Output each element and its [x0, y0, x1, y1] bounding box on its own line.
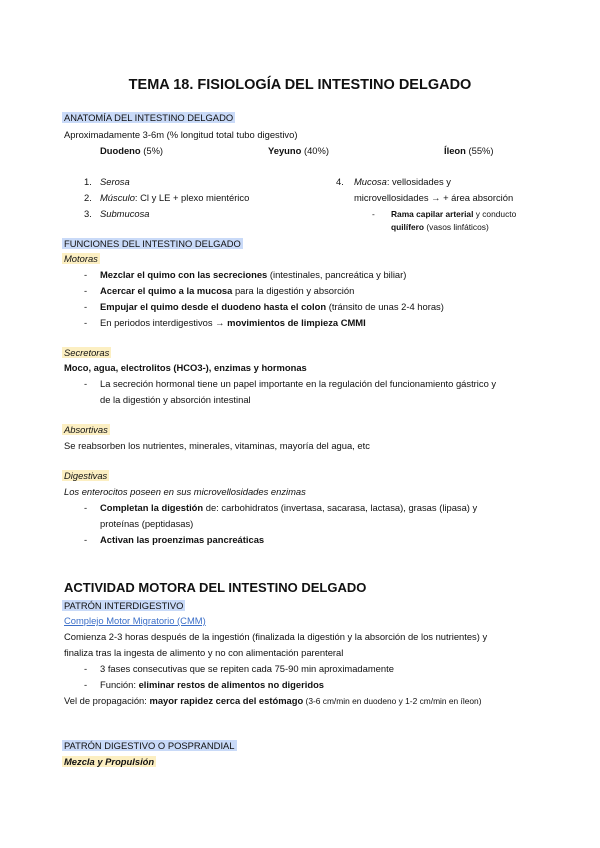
- layer4-subitem: Rama capilar arterial y conducto: [391, 209, 517, 219]
- list-item: En periodos interdigestivos → movimientos de limpieza CMMI: [100, 317, 366, 328]
- part-yeyuno: Yeyuno (40%): [268, 145, 329, 156]
- subheading-patron-digestivo: PATRÓN DIGESTIVO O POSPRANDIAL: [64, 740, 235, 751]
- subheading-digestivas: Digestivas: [64, 470, 108, 481]
- dash-bullet: -: [84, 663, 88, 674]
- section-heading-actividad: ACTIVIDAD MOTORA DEL INTESTINO DELGADO: [64, 580, 367, 595]
- dash-bullet: -: [84, 679, 88, 690]
- section-heading-funciones: FUNCIONES DEL INTESTINO DELGADO: [64, 238, 241, 249]
- part-ileon: Íleon (55%): [444, 145, 494, 156]
- subheading-patron-interdigestivo: PATRÓN INTERDIGESTIVO: [64, 600, 184, 611]
- subheading-absortivas: Absortivas: [64, 424, 108, 435]
- layer-label: Submucosa: [100, 208, 150, 219]
- cmm-link[interactable]: Complejo Motor Migratorio (CMM): [64, 615, 206, 626]
- layer4-subitem-cont: quilífero (vasos linfáticos): [391, 222, 489, 232]
- cmm-text-cont: finaliza tras la ingesta de alimento y no con alimentación parenteral: [64, 647, 344, 658]
- list-item: Acercar el quimo a la mucosa para la digestión y absorción: [100, 285, 355, 296]
- section-heading-anatomia: ANATOMÍA DEL INTESTINO DELGADO: [64, 112, 234, 123]
- subheading-mezcla: Mezcla y Propulsión: [64, 756, 155, 767]
- dash-bullet: -: [372, 209, 375, 219]
- layer-label: Serosa: [100, 176, 130, 187]
- layer-item: 4.: [336, 176, 344, 187]
- layer-label: Mucosa: vellosidades y: [354, 176, 451, 187]
- dash-bullet: -: [84, 378, 88, 389]
- part-duodeno: Duodeno (5%): [100, 145, 164, 156]
- layer-item: 2.: [84, 192, 92, 203]
- digestivas-intro: Los enterocitos poseen en sus microvellosidades enzimas: [64, 486, 306, 497]
- dash-bullet: -: [84, 317, 88, 328]
- page-title: TEMA 18. FISIOLOGÍA DEL INTESTINO DELGADO: [128, 77, 472, 93]
- subheading-secretoras: Secretoras: [64, 347, 110, 358]
- subheading-motoras: Motoras: [64, 253, 98, 264]
- list-item: Empujar el quimo desde el duodeno hasta el colon (tránsito de unas 2-4 horas): [100, 301, 444, 312]
- list-item-cont: proteínas (peptidasas): [100, 518, 194, 529]
- list-item: 3 fases consecutivas que se repiten cada 75-90 min aproximadamente: [100, 663, 394, 674]
- list-item: Activan las proenzimas pancreáticas: [100, 534, 265, 545]
- list-item: La secreción hormonal tiene un papel importante en la regulación del funcionamiento gástrico y: [100, 378, 497, 389]
- list-item: Mezclar el quimo con las secreciones (intestinales, pancreática y biliar): [100, 269, 407, 280]
- dash-bullet: -: [84, 285, 88, 296]
- layer-item: 3.: [84, 208, 92, 219]
- dash-bullet: -: [84, 502, 88, 513]
- vel-propagacion: Vel de propagación: mayor rapidez cerca del estómago (3-6 cm/min en duodeno y 1-2 cm/min en íleon): [64, 695, 482, 706]
- list-item: Función: eliminar restos de alimentos no digeridos: [100, 679, 325, 690]
- layer-label: Músculo: Cl y LE + plexo mientérico: [100, 192, 250, 203]
- secretoras-main: Moco, agua, electrolitos (HCO3-), enzimas y hormonas: [64, 362, 307, 373]
- dash-bullet: -: [84, 534, 88, 545]
- layer-item: 1.: [84, 176, 92, 187]
- cmm-text: Comienza 2-3 horas después de la ingestión (finalizada la digestión y la absorción de los nutrientes) y: [64, 631, 488, 642]
- absortivas-text: Se reabsorben los nutrientes, minerales, vitaminas, mayoría del agua, etc: [64, 440, 370, 451]
- list-item-cont: de la digestión y absorción intestinal: [100, 394, 251, 405]
- dash-bullet: -: [84, 269, 88, 280]
- list-item: Completan la digestión de: carbohidratos (invertasa, sacarasa, lactasa), grasas (lipasa) y: [100, 502, 478, 513]
- anatomia-length: Aproximadamente 3-6m (% longitud total tubo digestivo): [64, 129, 298, 140]
- layer-label-cont: microvellosidades → + área absorción: [354, 192, 514, 203]
- dash-bullet: -: [84, 301, 88, 312]
